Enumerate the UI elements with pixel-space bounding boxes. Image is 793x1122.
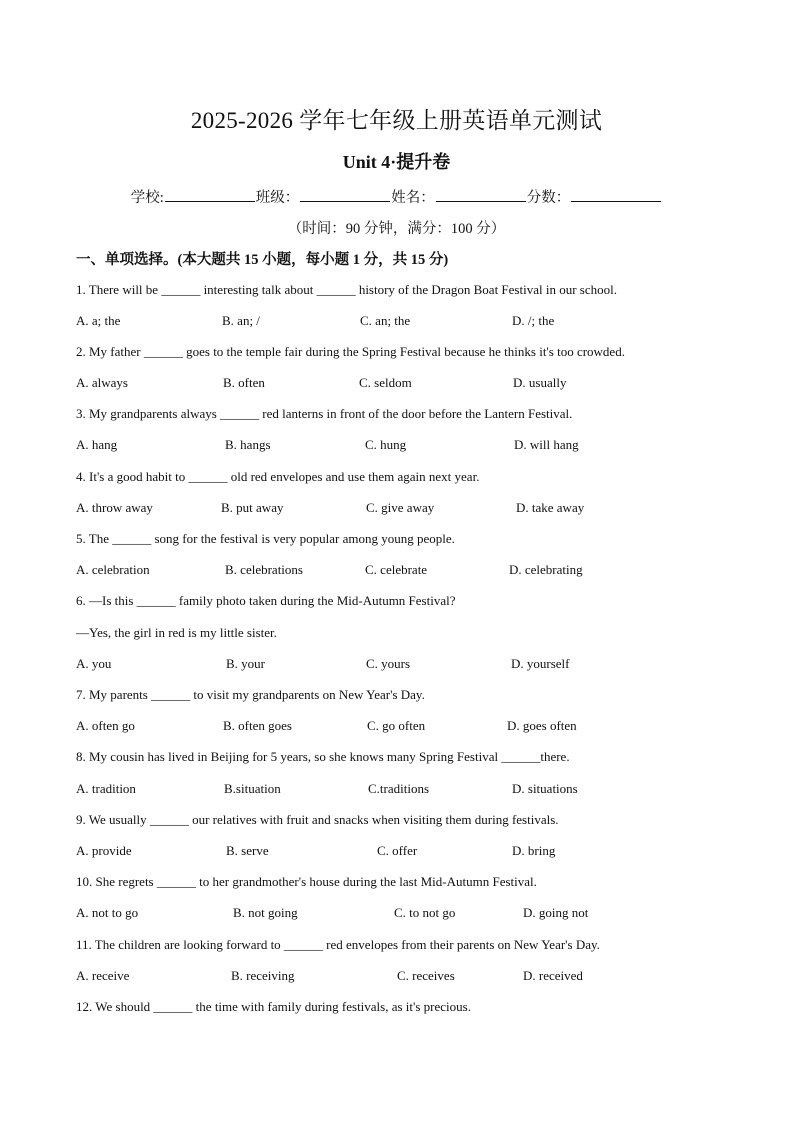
score-blank (571, 187, 661, 202)
option-b: B. often (223, 375, 265, 390)
question-stem: 9. We usually ______ our relatives with fruit and snacks when visiting them during festivals. (76, 812, 559, 827)
option-a: A. often go (76, 718, 135, 733)
option-c: C. celebrate (365, 562, 428, 577)
option-a: A. provide (76, 843, 132, 858)
question-stem: 4. It's a good habit to ______ old red envelopes and use them again next year. (76, 469, 480, 484)
option-c: C.traditions (368, 781, 430, 796)
option-b: B. often goes (223, 718, 292, 733)
question-stem: 7. My parents ______ to visit my grandparents on New Year's Day. (76, 687, 425, 702)
class-blank (300, 187, 390, 202)
option-c: C. an; the (360, 313, 411, 328)
option-a: A. tradition (76, 781, 136, 796)
option-d: D. situations (512, 781, 578, 796)
option-b: B. receiving (231, 968, 295, 983)
option-a: A. receive (76, 968, 130, 983)
option-a: A. hang (76, 437, 118, 452)
page-title: 2025-2026 学年七年级上册英语单元测试 (190, 108, 603, 133)
option-b: B. your (226, 656, 265, 671)
option-a: A. you (76, 656, 112, 671)
option-a: A. not to go (76, 905, 139, 920)
question-stem: 12. We should ______ the time with family during festivals, as it's precious. (76, 999, 471, 1014)
option-d: D. yourself (511, 656, 570, 671)
option-c: C. yours (366, 656, 411, 671)
option-a: A. always (76, 375, 128, 390)
question-stem: 10. She regrets ______ to her grandmother's house during the last Mid-Autumn Festival. (76, 874, 537, 889)
question-stem: 1. There will be ______ interesting talk about ______ history of the Dragon Boat Festival in our school. (76, 282, 617, 297)
question-stem: 8. My cousin has lived in Beijing for 5 years, so she knows many Spring Festival ______there. (76, 749, 570, 764)
option-c: C. go often (367, 718, 426, 733)
option-b: B.situation (224, 781, 281, 796)
option-b: B. hangs (225, 437, 271, 452)
class-label: 班级： (255, 190, 300, 206)
option-b: B. put away (221, 500, 284, 515)
option-d: D. celebrating (509, 562, 583, 577)
option-a: A. celebration (76, 562, 150, 577)
question-stem: 6. —Is this ______ family photo taken during the Mid-Autumn Festival? (76, 593, 456, 608)
name-label: 姓名： (391, 190, 435, 206)
option-a: A. throw away (76, 500, 153, 515)
option-b: B. celebrations (225, 562, 303, 577)
option-c: C. hung (365, 437, 407, 452)
option-c: C. receives (397, 968, 455, 983)
option-b: B. an; / (222, 313, 260, 328)
option-c: C. seldom (359, 375, 412, 390)
question-stem: 2. My father ______ goes to the temple fair during the Spring Festival because he thinks it's too crowded. (76, 344, 625, 359)
option-d: D. received (523, 968, 583, 983)
student-info-line (0, 186, 793, 207)
question-stem-answer: —Yes, the girl in red is my little sister. (76, 625, 277, 640)
school-label: 学校: (130, 190, 164, 206)
name-blank (436, 187, 526, 202)
option-d: D. take away (516, 500, 585, 515)
time-note: （时间：90 分钟，满分：100 分） (287, 221, 506, 237)
school-blank (165, 187, 255, 202)
score-label: 分数： (526, 190, 571, 206)
option-d: D. bring (512, 843, 556, 858)
question-stem: 5. The ______ song for the festival is very popular among young people. (76, 531, 455, 546)
option-c: C. offer (377, 843, 418, 858)
option-d: D. usually (513, 375, 567, 390)
option-a: A. a; the (76, 313, 121, 328)
option-d: D. going not (523, 905, 589, 920)
question-stem: 11. The children are looking forward to ______ red envelopes from their parents on New Year's Day. (76, 937, 600, 952)
unit-subtitle: Unit 4·提升卷 (342, 152, 451, 172)
option-d: D. goes often (507, 718, 577, 733)
option-b: B. not going (233, 905, 298, 920)
option-c: C. to not go (394, 905, 456, 920)
option-d: D. /; the (512, 313, 555, 328)
question-stem: 3. My grandparents always ______ red lanterns in front of the door before the Lantern Festival. (76, 406, 573, 421)
option-b: B. serve (226, 843, 269, 858)
section-heading: 一、单项选择。(本大题共 15 小题，每小题 1 分，共 15 分) (76, 252, 449, 268)
option-c: C. give away (366, 500, 435, 515)
option-d: D. will hang (514, 437, 579, 452)
